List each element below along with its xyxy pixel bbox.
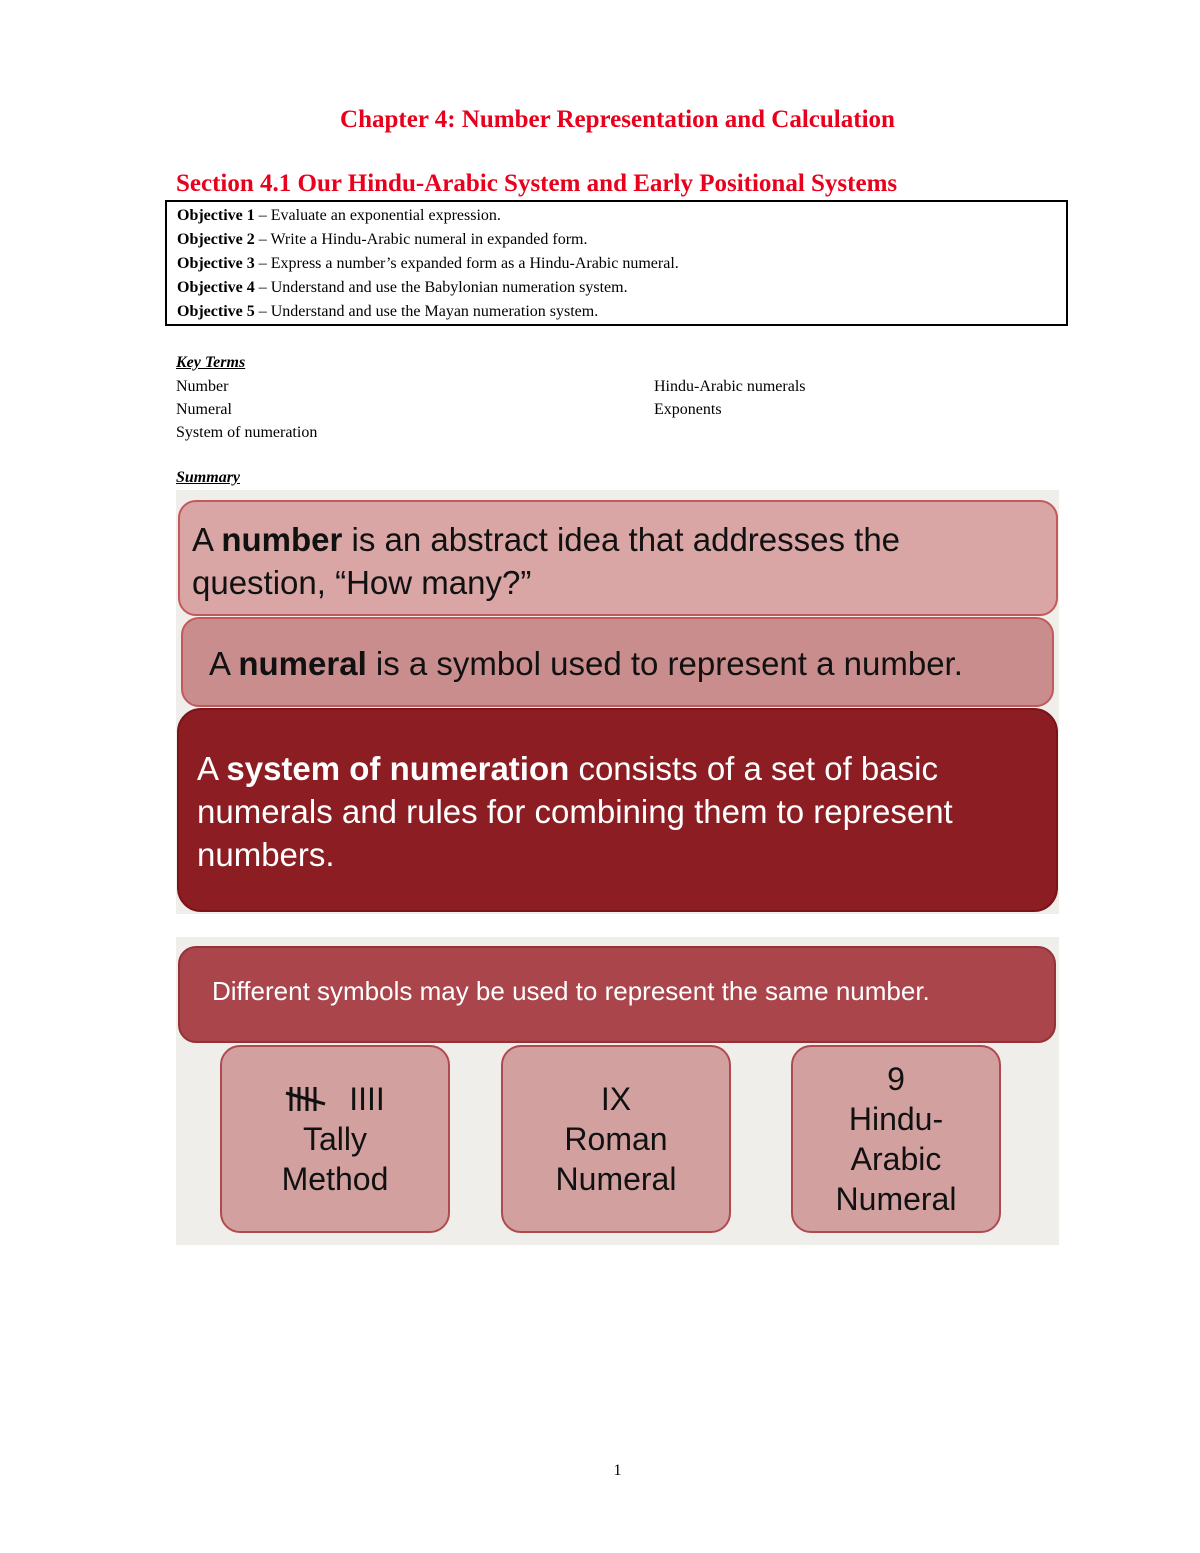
roman-symbol: IX (600, 1081, 632, 1117)
numeral-definition-pre: A (209, 645, 239, 682)
symbols-header-text: Different symbols may be used to represent the same number. (212, 976, 930, 1006)
system-definition-term: system of numeration (226, 750, 570, 787)
objective-4 (177, 276, 1066, 300)
tally-four-symbol: IIII (349, 1081, 385, 1117)
section-title: Section 4.1 Our Hindu-Arabic System and Early Positional Systems (176, 170, 898, 197)
objective-2 (177, 228, 1066, 252)
objective-1 (177, 204, 1066, 228)
system-definition-text (197, 747, 953, 876)
hindu-arabic-symbol: 9 (887, 1061, 905, 1097)
page-number: 1 (613, 1462, 622, 1479)
system-definition-rest: consists of a set of basic (569, 750, 938, 787)
number-definition-box (178, 500, 1058, 616)
objective-text: – Understand and use the Mayan numeration system. (254, 303, 599, 320)
objective-5 (177, 300, 1066, 324)
objective-label: Objective 5 (177, 303, 255, 320)
system-definition-box (177, 708, 1058, 912)
chapter-title: Chapter 4: Number Representation and Calculation (340, 106, 895, 133)
summary-heading: Summary (176, 469, 241, 486)
objective-label: Objective 1 (177, 207, 255, 224)
numeral-definition-box (181, 617, 1054, 707)
objective-text: – Understand and use the Babylonian numeration system. (254, 279, 628, 296)
card-label-line1: Hindu- (848, 1101, 944, 1137)
symbols-header-box (178, 946, 1056, 1043)
card-label-line2: Arabic (850, 1141, 942, 1177)
number-definition-text (192, 518, 900, 604)
key-term: Exponents (654, 401, 722, 418)
numeral-definition-text (209, 642, 963, 685)
card-label-line2: Numeral (555, 1161, 677, 1197)
number-definition-line2: question, “How many?” (192, 564, 532, 601)
card-label-line3: Numeral (835, 1181, 957, 1217)
numeral-definition-rest: is a symbol used to represent a number. (366, 645, 963, 682)
card-label-line1: Roman (564, 1121, 668, 1157)
system-definition-pre: A (197, 750, 227, 787)
summary-definitions-figure (176, 490, 1059, 914)
objective-text: – Express a number’s expanded form as a Hindu-Arabic numeral. (254, 255, 679, 272)
roman-numeral-card (501, 1045, 731, 1233)
card-label-line2: Method (281, 1161, 389, 1197)
objective-text: – Evaluate an exponential expression. (254, 207, 501, 224)
system-definition-line2: numerals and rules for combining them to represent (197, 793, 953, 830)
tally-five-icon (285, 1084, 327, 1114)
tally-symbols (285, 1079, 385, 1119)
numeral-definition-term: numeral (238, 645, 367, 682)
summary-symbols-figure (176, 937, 1059, 1245)
objective-label: Objective 3 (177, 255, 255, 272)
key-terms-heading: Key Terms (176, 354, 246, 371)
key-term: Numeral (176, 401, 232, 418)
number-definition-pre: A (192, 521, 222, 558)
number-definition-rest: is an abstract idea that addresses the (342, 521, 901, 558)
objectives-box (165, 200, 1068, 326)
tally-method-card (220, 1045, 450, 1233)
key-term: System of numeration (176, 424, 318, 441)
objective-label: Objective 2 (177, 231, 255, 248)
hindu-arabic-card (791, 1045, 1001, 1233)
objective-text: – Write a Hindu-Arabic numeral in expanded form. (254, 231, 588, 248)
objective-label: Objective 4 (177, 279, 255, 296)
key-term: Hindu-Arabic numerals (654, 378, 806, 395)
number-definition-term: number (221, 521, 343, 558)
key-term: Number (176, 378, 229, 395)
objective-3 (177, 252, 1066, 276)
system-definition-line3: numbers. (197, 836, 335, 873)
card-label-line1: Tally (302, 1121, 367, 1157)
